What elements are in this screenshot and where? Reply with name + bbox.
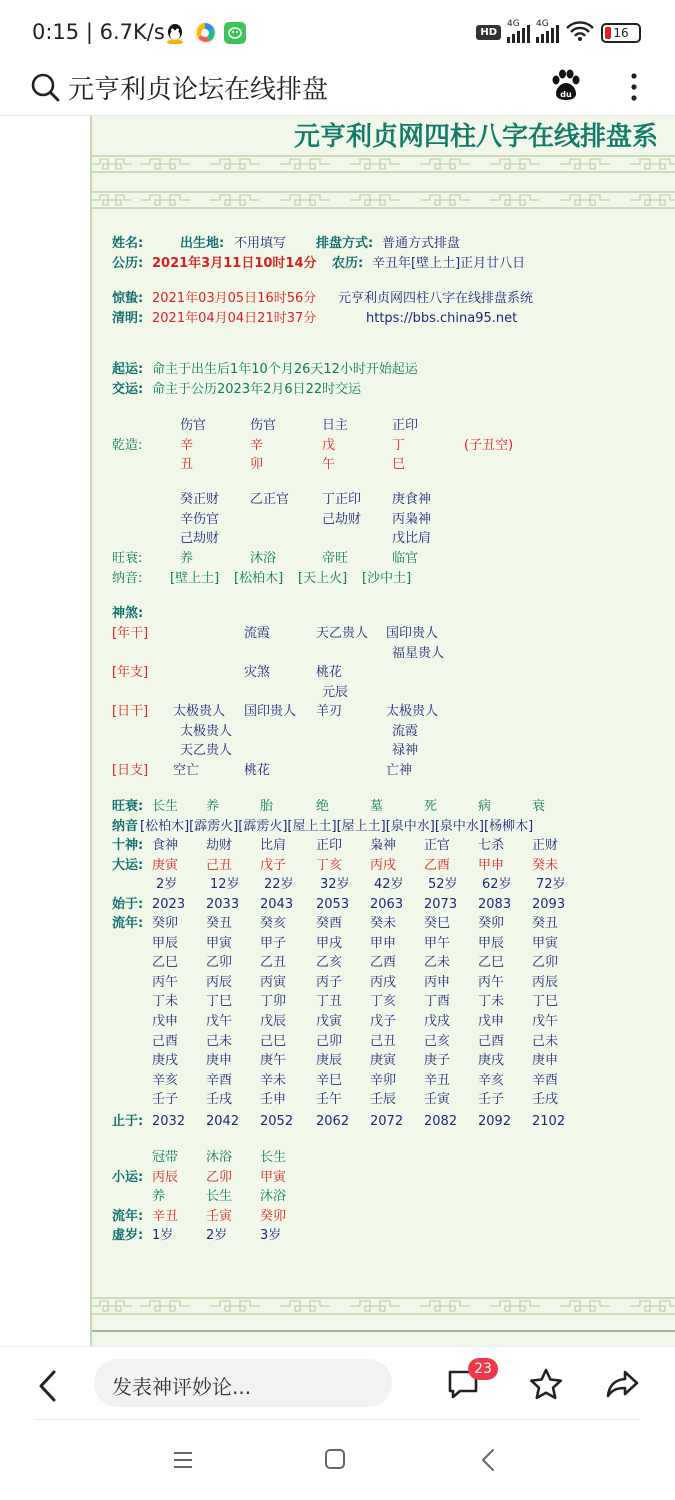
end-year-cell: 2102	[532, 1114, 566, 1129]
liunian-cell: 辛酉	[206, 1073, 233, 1088]
chart-cell: 天乙贵人	[316, 626, 369, 641]
liunian-cell: 乙未	[424, 955, 451, 970]
chart-cell: 纳音:	[112, 571, 143, 586]
chart-cell: 癸正财	[180, 492, 220, 507]
liunian-cell: 壬子	[152, 1092, 179, 1107]
chart-cell: 正印	[392, 418, 419, 433]
liunian-cell: 甲午	[424, 936, 451, 951]
chart-cell: [松柏木]	[234, 571, 284, 586]
liunian-cell: 戊辰	[260, 1014, 287, 1029]
liunian-cell: 丙午	[478, 975, 505, 990]
liunian-cell: 壬戌	[206, 1092, 233, 1107]
age-cell: 62岁	[482, 877, 512, 892]
chart-cell: [松柏木][霹雳火][霹雳火][屋上土][屋上土][泉中水][泉中水][杨柳木]	[140, 819, 534, 834]
liunian-cell: 庚子	[424, 1053, 451, 1068]
liunian-cell: 辛亥	[478, 1073, 505, 1088]
liunian-cell: 丁巳	[206, 994, 233, 1009]
liunian-cell: 丁巳	[532, 994, 559, 1009]
liunian-cell: 己巳	[260, 1034, 287, 1049]
dayun-cell: 癸未	[532, 858, 559, 873]
xiaoyun-top-cell: 长生	[260, 1150, 287, 1165]
chart-cell: 衰	[532, 799, 546, 814]
chart-cell: 养	[206, 799, 220, 814]
svg-text:du: du	[560, 90, 572, 99]
chart-cell: 神煞:	[112, 606, 144, 621]
dayun-cell: 丁亥	[316, 858, 343, 873]
age-cell: 2岁	[156, 877, 178, 892]
liunian-cell: 辛酉	[532, 1073, 559, 1088]
liunian-cell: 癸酉	[316, 916, 343, 931]
liunian-cell: 戊申	[478, 1014, 505, 1029]
shishen-cell: 劫财	[206, 838, 233, 853]
liunian-cell: 庚申	[532, 1053, 559, 1068]
liunian-cell: 丙子	[316, 975, 343, 990]
chart-cell: 普通方式排盘	[382, 236, 461, 251]
liunian-cell: 辛卯	[370, 1073, 397, 1088]
signal-icon	[536, 18, 559, 43]
chart-cell: 辛	[180, 438, 194, 453]
liunian-cell: 己未	[206, 1034, 233, 1049]
dayun-cell: 庚寅	[152, 858, 179, 873]
chart-cell: 太极贵人	[180, 724, 233, 739]
chart-cell: 流霞	[244, 626, 271, 641]
recent-apps-icon[interactable]	[172, 1450, 194, 1470]
chart-cell: 绝	[316, 799, 330, 814]
chart-cell: 丑	[180, 457, 194, 472]
signal-label: 4G	[507, 18, 520, 29]
liunian-cell: 戊申	[152, 1014, 179, 1029]
chart-cell: [年支]	[112, 665, 149, 680]
xiaoyun-label: 小运:	[112, 1170, 144, 1185]
liunian-cell: 乙丑	[260, 955, 287, 970]
chart-cell: 排盘方式:	[316, 236, 374, 251]
chart-cell: [沙中土]	[362, 571, 412, 586]
chart-cell: 丁	[392, 438, 406, 453]
liunian-cell: 丁丑	[316, 994, 343, 1009]
start-year-cell: 2043	[260, 897, 294, 912]
share-icon[interactable]	[605, 1367, 641, 1401]
liunian-cell: 甲辰	[152, 936, 179, 951]
dayun-cell: 戊子	[260, 858, 287, 873]
xiaoyun-bottom-cell: 长生	[206, 1189, 233, 1204]
liunian-label: 流年:	[112, 916, 144, 931]
chart-cell: 乙正官	[250, 492, 290, 507]
chart-cell: [壁上土]	[170, 571, 220, 586]
liunian-cell: 丙申	[424, 975, 451, 990]
chart-cell: 日主	[322, 418, 349, 433]
age-cell: 72岁	[536, 877, 566, 892]
liunian-cell: 戊午	[532, 1014, 559, 1029]
chart-cell: 己劫财	[180, 531, 220, 546]
liunian-cell: 丙辰	[206, 975, 233, 990]
shishen-cell: 七杀	[478, 838, 505, 853]
chart-cell: 沐浴	[250, 551, 277, 566]
chart-cell: 出生地:	[180, 236, 225, 251]
chart-cell: 乾造:	[112, 438, 143, 453]
page-content	[0, 116, 675, 1346]
chart-cell: 辛伤官	[180, 512, 220, 527]
liunian-cell: 壬申	[260, 1092, 287, 1107]
chart-cell: 国印贵人	[386, 626, 439, 641]
search-icon[interactable]	[30, 72, 60, 102]
liunian-cell: 壬子	[478, 1092, 505, 1107]
liunian-cell: 己卯	[316, 1034, 343, 1049]
liunian-cell: 庚午	[260, 1053, 287, 1068]
liunian-cell: 癸丑	[532, 916, 559, 931]
liunian-cell: 戊寅	[316, 1014, 343, 1029]
status-right	[476, 20, 641, 45]
liunian-cell: 癸卯	[478, 916, 505, 931]
liunian-cell: 辛亥	[152, 1073, 179, 1088]
panel-title: 元亨利贞网四柱八字在线排盘系	[294, 122, 659, 152]
liunian-cell: 己酉	[152, 1034, 179, 1049]
end-year-cell: 2052	[260, 1114, 294, 1129]
chart-cell: 2021年03月05日16时56分	[152, 291, 317, 306]
liunian-cell: 丙辰	[532, 975, 559, 990]
bazi-chart-text	[0, 116, 675, 1346]
chart-cell: 胎	[260, 799, 274, 814]
signal-icon	[507, 18, 530, 43]
status-bar	[0, 0, 675, 64]
chart-cell: [天上火]	[298, 571, 348, 586]
shishen-cell: 比肩	[260, 838, 287, 853]
chart-cell: 农历:	[332, 256, 364, 271]
chart-cell: 命主于出生后1年10个月26天12小时开始起运	[152, 362, 418, 377]
age-cell: 32岁	[320, 877, 350, 892]
chart-cell: 交运:	[112, 382, 144, 397]
start-year-cell: 2073	[424, 897, 458, 912]
liunian-cell: 戊子	[370, 1014, 397, 1029]
liunian-cell: 甲寅	[532, 936, 559, 951]
liunian-cell: 癸卯	[152, 916, 179, 931]
chart-cell: 太极贵人	[386, 704, 439, 719]
chart-cell: 己劫财	[322, 512, 362, 527]
chart-cell: 戊	[322, 438, 336, 453]
liunian-cell: 壬辰	[370, 1092, 397, 1107]
chart-cell: 伤官	[180, 418, 207, 433]
xusui-cell: 3岁	[260, 1228, 282, 1243]
xusui-cell: 2岁	[206, 1228, 228, 1243]
liunian-cell: 戊午	[206, 1014, 233, 1029]
chart-cell: https://bbs.china95.net	[366, 311, 518, 326]
more-options-icon[interactable]	[622, 70, 646, 104]
liunian-cell: 己丑	[370, 1034, 397, 1049]
chart-cell: [日干]	[112, 704, 149, 719]
dayun-cell: 丙戌	[370, 858, 397, 873]
liunian-cell: 乙巳	[152, 955, 179, 970]
chart-cell: 辛丑年[壁上土]正月廿八日	[372, 256, 526, 271]
liunian-cell: 辛巳	[316, 1073, 343, 1088]
back-icon[interactable]	[36, 1369, 60, 1403]
bottom-action-bar	[0, 1346, 675, 1420]
chart-cell: 姓名:	[112, 236, 144, 251]
liunian-cell: 甲戌	[316, 936, 343, 951]
chart-cell: 长生	[152, 799, 179, 814]
shishen-cell: 正印	[316, 838, 343, 853]
liunian-cell: 壬戌	[532, 1092, 559, 1107]
chart-cell: 元辰	[322, 685, 349, 700]
liunian-cell: 己亥	[424, 1034, 451, 1049]
liunian-cell: 丁卯	[260, 994, 287, 1009]
chart-cell: 羊刃	[316, 704, 343, 719]
liunian-cell: 乙卯	[532, 955, 559, 970]
xusui-label: 虚岁:	[112, 1228, 144, 1243]
liunian-cell: 丁酉	[424, 994, 451, 1009]
chart-cell: 死	[424, 799, 438, 814]
chart-cell: 辛	[250, 438, 264, 453]
chart-cell: 庚食神	[392, 492, 432, 507]
chart-cell: 禄神	[392, 743, 419, 758]
start-year-label: 始于:	[112, 897, 144, 912]
age-cell: 12岁	[210, 877, 240, 892]
xiaoyun-liunian-cell: 壬寅	[206, 1209, 233, 1224]
chart-cell: 桃花	[244, 763, 271, 778]
liunian-cell: 戊戌	[424, 1014, 451, 1029]
comment-placeholder: 发表神评妙论...	[112, 1375, 252, 1399]
start-year-cell: 2033	[206, 897, 240, 912]
chart-cell: 命主于公历2023年2月6日22时交运	[152, 382, 362, 397]
liunian-cell: 庚申	[206, 1053, 233, 1068]
dayun-cell: 己丑	[206, 858, 233, 873]
browser-app-icon	[194, 22, 216, 44]
chart-cell: [日支]	[112, 763, 149, 778]
start-year-cell: 2083	[478, 897, 512, 912]
liunian-cell: 己酉	[478, 1034, 505, 1049]
qq-icon	[164, 22, 186, 44]
chart-cell: 元亨利贞网四柱八字在线排盘系统	[338, 291, 534, 306]
wechat-app-icon	[224, 22, 246, 44]
star-icon[interactable]	[528, 1367, 564, 1401]
liunian-cell: 丁亥	[370, 994, 397, 1009]
wifi-icon	[565, 20, 595, 45]
start-year-cell: 2023	[152, 897, 186, 912]
liunian-cell: 甲寅	[206, 936, 233, 951]
end-year-cell: 2082	[424, 1114, 458, 1129]
shishen-cell: 正财	[532, 838, 559, 853]
chart-cell: 惊蛰:	[112, 291, 144, 306]
xiaoyun-cell: 丙辰	[152, 1170, 179, 1185]
home-icon[interactable]	[324, 1448, 346, 1470]
liunian-cell: 丙午	[152, 975, 179, 990]
chart-cell: 巳	[392, 457, 406, 472]
chart-cell: 帝旺	[322, 551, 349, 566]
dayun-cell: 甲申	[478, 858, 505, 873]
system-back-icon[interactable]	[480, 1448, 496, 1472]
age-cell: 22岁	[264, 877, 294, 892]
xiaoyun-cell: 甲寅	[260, 1170, 287, 1185]
chart-cell: 清明:	[112, 311, 144, 326]
liunian-cell: 丁未	[152, 994, 179, 1009]
shishen-label: 十神:	[112, 838, 144, 853]
xiaoyun-liunian-cell: 辛丑	[152, 1209, 179, 1224]
baidu-paw-icon[interactable]	[550, 68, 582, 102]
liunian-cell: 庚戌	[478, 1053, 505, 1068]
liunian-cell: 辛未	[260, 1073, 287, 1088]
xiaoyun-bottom-cell: 养	[152, 1189, 166, 1204]
shishen-cell: 食神	[152, 838, 179, 853]
signal-label: 4G	[536, 18, 549, 29]
liunian-cell: 甲申	[370, 936, 397, 951]
xiaoyun-liunian-cell: 癸卯	[260, 1209, 287, 1224]
chart-cell: 病	[478, 799, 492, 814]
age-cell: 42岁	[374, 877, 404, 892]
liunian-cell: 壬午	[316, 1092, 343, 1107]
chart-cell: [年干]	[112, 626, 149, 641]
liunian-cell: 辛丑	[424, 1073, 451, 1088]
xusui-cell: 1岁	[152, 1228, 174, 1243]
chart-cell: 2021年04月04日21时37分	[152, 311, 317, 326]
dayun-label: 大运:	[112, 858, 144, 873]
liunian-cell: 乙卯	[206, 955, 233, 970]
battery-icon: 16	[601, 23, 641, 43]
chart-cell: 公历:	[112, 256, 144, 271]
chart-cell: 戊比肩	[392, 531, 432, 546]
liunian-cell: 癸未	[370, 916, 397, 931]
end-year-cell: 2032	[152, 1114, 186, 1129]
xiaoyun-bottom-cell: 沐浴	[260, 1189, 287, 1204]
chart-cell: 亡神	[386, 763, 413, 778]
liunian-cell: 乙酉	[370, 955, 397, 970]
hd-badge: HD	[476, 25, 501, 40]
chart-cell: 国印贵人	[244, 704, 297, 719]
chart-cell: 不用填写	[234, 236, 287, 251]
age-cell: 52岁	[428, 877, 458, 892]
liunian-cell: 庚寅	[370, 1053, 397, 1068]
chart-cell: 起运:	[112, 362, 144, 377]
dayun-cell: 乙酉	[424, 858, 451, 873]
shishen-cell: 枭神	[370, 838, 397, 853]
chart-cell: 2021年3月11日10时14分	[152, 256, 317, 271]
chart-cell: 旺衰:	[112, 551, 143, 566]
chart-cell: 旺衰:	[112, 799, 144, 814]
liunian-cell: 癸丑	[206, 916, 233, 931]
chart-cell: 丁正印	[322, 492, 362, 507]
chart-cell: 养	[180, 551, 194, 566]
end-year-cell: 2042	[206, 1114, 240, 1129]
comment-count-badge: 23	[468, 1358, 498, 1380]
status-time: 0:15 | 6.7K/s	[32, 20, 165, 44]
start-year-cell: 2093	[532, 897, 566, 912]
liunian-cell: 癸巳	[424, 916, 451, 931]
liunian-cell: 乙巳	[478, 955, 505, 970]
liunian-cell: 壬寅	[424, 1092, 451, 1107]
start-year-cell: 2053	[316, 897, 350, 912]
chart-cell: 太极贵人	[173, 704, 226, 719]
chart-cell: 丙枭神	[392, 512, 432, 527]
liunian-cell: 己未	[532, 1034, 559, 1049]
liunian-cell: 甲辰	[478, 936, 505, 951]
start-year-cell: 2063	[370, 897, 404, 912]
xiaoyun-top-cell: 冠带	[152, 1150, 179, 1165]
comment-input[interactable]	[94, 1359, 392, 1407]
xiaoyun-cell: 乙卯	[206, 1170, 233, 1185]
liunian-cell: 甲子	[260, 936, 287, 951]
chart-cell: 午	[322, 457, 336, 472]
end-year-cell: 2092	[478, 1114, 512, 1129]
search-query[interactable]: 元亨利贞论坛在线排盘	[68, 75, 329, 105]
chart-cell: (子丑空)	[464, 438, 514, 453]
chart-cell: 灾煞	[244, 665, 271, 680]
end-year-label: 止于:	[112, 1114, 144, 1129]
end-year-cell: 2062	[316, 1114, 350, 1129]
system-nav-bar	[0, 1420, 675, 1500]
shishen-cell: 正官	[424, 838, 451, 853]
liunian-cell: 庚辰	[316, 1053, 343, 1068]
chart-cell: 天乙贵人	[180, 743, 233, 758]
liunian-cell: 庚戌	[152, 1053, 179, 1068]
chart-cell: 空亡	[173, 763, 200, 778]
liunian-cell: 丙戌	[370, 975, 397, 990]
end-year-cell: 2072	[370, 1114, 404, 1129]
chart-cell: 墓	[370, 799, 384, 814]
liunian-cell: 丙寅	[260, 975, 287, 990]
chart-cell: 福星贵人	[392, 646, 445, 661]
search-header	[0, 64, 675, 116]
xiaoyun-top-cell: 沐浴	[206, 1150, 233, 1165]
liunian-cell: 癸亥	[260, 916, 287, 931]
chart-cell: 临官	[392, 551, 419, 566]
xiaoyun-liunian-label: 流年:	[112, 1209, 144, 1224]
chart-cell: 卯	[250, 457, 264, 472]
chart-cell: 流霞	[392, 724, 419, 739]
chart-cell: 纳音	[112, 819, 139, 834]
chart-cell: 伤官	[250, 418, 277, 433]
chart-cell: 桃花	[316, 665, 343, 680]
liunian-cell: 丁未	[478, 994, 505, 1009]
liunian-cell: 乙亥	[316, 955, 343, 970]
